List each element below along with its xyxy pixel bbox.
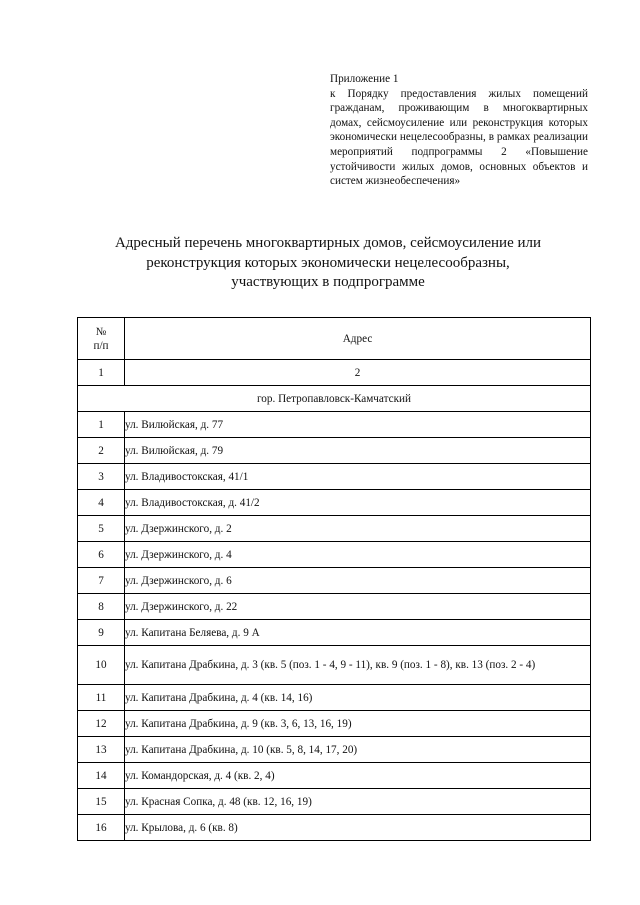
table-row [78, 412, 591, 438]
row-number: 16 [78, 815, 125, 841]
row-number: 14 [78, 763, 125, 789]
document-title-line: Адресный перечень многоквартирных домов, сейсмоусиление или [114, 235, 542, 251]
table-header-row [78, 318, 591, 360]
column-number-row [78, 360, 591, 386]
row-address: ул. Дзержинского, д. 4 [125, 542, 591, 568]
column-number-1: 1 [78, 360, 125, 386]
row-number: 8 [78, 594, 125, 620]
row-number: 15 [78, 789, 125, 815]
appendix-note [330, 72, 588, 189]
row-number: 13 [78, 737, 125, 763]
city-name: гор. Петропавловск-Камчатский [78, 386, 591, 412]
appendix-title: Приложение 1 [330, 73, 399, 85]
table-row [78, 646, 591, 685]
row-number: 5 [78, 516, 125, 542]
row-number: 7 [78, 568, 125, 594]
row-number: 11 [78, 685, 125, 711]
table-row [78, 620, 591, 646]
header-number-cell [78, 318, 125, 360]
header-address-cell: Адрес [125, 318, 591, 360]
table-row [78, 542, 591, 568]
table-row [78, 490, 591, 516]
table-row [78, 568, 591, 594]
row-number: 6 [78, 542, 125, 568]
row-address: ул. Дзержинского, д. 2 [125, 516, 591, 542]
appendix-text: к Порядку предоставления жилых помещений гражданам, проживающим в многоквартирных домах, сейсмоусиление или реконструкция которых экономически нецелесообразны, в рамках реализации мероприятий подпрограммы 2 «Повышение устойчивости жилых домов, основных объектов и систем жизнеобеспечения» [330, 87, 588, 188]
table-row [78, 737, 591, 763]
address-table [77, 317, 591, 841]
header-number-sublabel: п/п [93, 339, 109, 352]
row-number: 2 [78, 438, 125, 464]
table-row [78, 763, 591, 789]
table-row [78, 711, 591, 737]
row-address: ул. Крылова, д. 6 (кв. 8) [125, 815, 591, 841]
table-row [78, 594, 591, 620]
document-title-line: реконструкция которых экономически нецелесообразны, [146, 254, 510, 271]
table-row [78, 438, 591, 464]
document-title-line: участвующих в подпрограмме [231, 274, 425, 290]
row-address: ул. Владивостокская, 41/1 [125, 464, 591, 490]
row-address: ул. Капитана Драбкина, д. 4 (кв. 14, 16) [125, 685, 591, 711]
row-address: ул. Красная Сопка, д. 48 (кв. 12, 16, 19) [125, 789, 591, 815]
table-row [78, 516, 591, 542]
city-row [78, 386, 591, 412]
row-number: 1 [78, 412, 125, 438]
table-row [78, 464, 591, 490]
table-row [78, 815, 591, 841]
row-number: 4 [78, 490, 125, 516]
row-number: 10 [78, 646, 125, 685]
row-address: ул. Капитана Драбкина, д. 9 (кв. 3, 6, 13, 16, 19) [125, 711, 591, 737]
row-address: ул. Капитана Драбкина, д. 3 (кв. 5 (поз. 1 - 4, 9 - 11), кв. 9 (поз. 1 - 8), кв. 13 (поз. 2 - 4) [125, 646, 591, 685]
row-address: ул. Капитана Беляева, д. 9 А [125, 620, 591, 646]
row-address: ул. Владивостокская, д. 41/2 [125, 490, 591, 516]
row-address: ул. Дзержинского, д. 6 [125, 568, 591, 594]
header-number-label: № [95, 325, 107, 338]
row-address: ул. Дзержинского, д. 22 [125, 594, 591, 620]
row-address: ул. Командорская, д. 4 (кв. 2, 4) [125, 763, 591, 789]
table-row [78, 789, 591, 815]
table-row [78, 685, 591, 711]
row-address: ул. Капитана Драбкина, д. 10 (кв. 5, 8, 14, 17, 20) [125, 737, 591, 763]
row-address: ул. Вилюйская, д. 79 [125, 438, 591, 464]
document-title [60, 234, 596, 293]
row-number: 12 [78, 711, 125, 737]
row-number: 9 [78, 620, 125, 646]
row-number: 3 [78, 464, 125, 490]
row-address: ул. Вилюйская, д. 77 [125, 412, 591, 438]
column-number-2: 2 [125, 360, 591, 386]
